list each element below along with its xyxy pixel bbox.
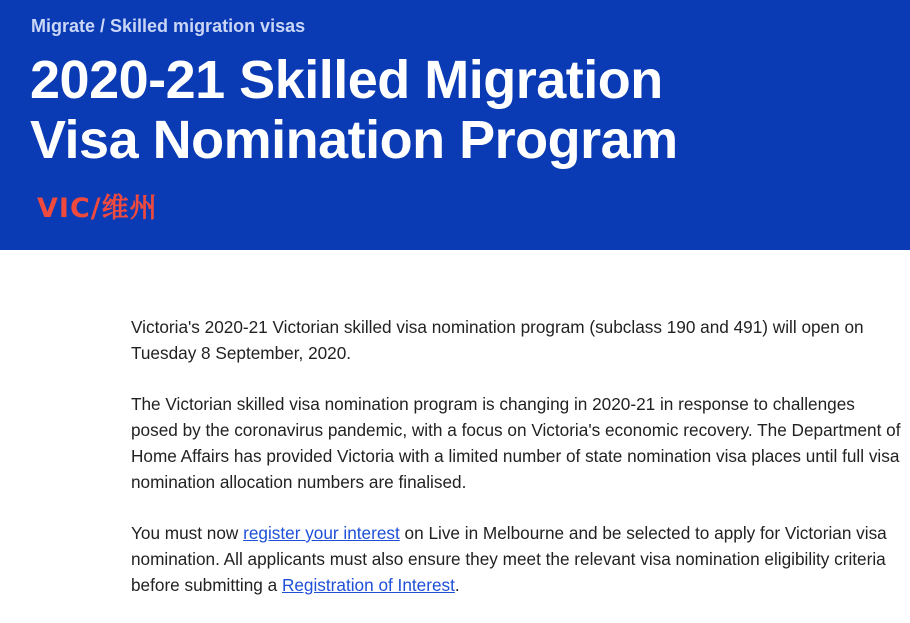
registration-text-middle: on Live in Melbourne and be selected to apply for Victorian visa nomination. All applicants must also ensure they meet the relevant visa nomination eligibility criteria before submitting a [131,523,887,595]
program-change-paragraph: The Victorian skilled visa nomination program is changing in 2020-21 in response to challenges posed by the coronavirus pandemic, with a focus on Victoria's economic recovery. The Department of Home Affairs has provided Victoria with a limited number of state nomination visa places until full visa nomination allocation numbers are finalised. [131,394,901,492]
registration-text-start: You must now [131,523,244,543]
breadcrumb-link-skilled-migration-visas[interactable]: Skilled migration visas [110,16,306,36]
page-title [30,50,790,170]
page-title-line-2: Visa Nomination Program [30,110,678,170]
intro-paragraph: Victoria's 2020-21 Victorian skilled visa nomination program (subclass 190 and 491) will open on Tuesday 8 September, 2020. [131,317,864,363]
registration-of-interest-link[interactable]: Registration of Interest [281,575,455,595]
register-interest-link[interactable]: register your interest [243,523,400,543]
breadcrumb-link-migrate[interactable]: Migrate [31,16,96,36]
page-title-line-1: 2020-21 Skilled Migration [30,50,663,110]
registration-paragraph [131,520,901,598]
breadcrumb [31,16,305,37]
registration-text-end: . [454,575,460,595]
main-content [131,314,901,623]
page-hero [0,0,910,250]
region-tag: VIC/维州 [37,193,158,224]
breadcrumb-separator: / [100,16,106,36]
